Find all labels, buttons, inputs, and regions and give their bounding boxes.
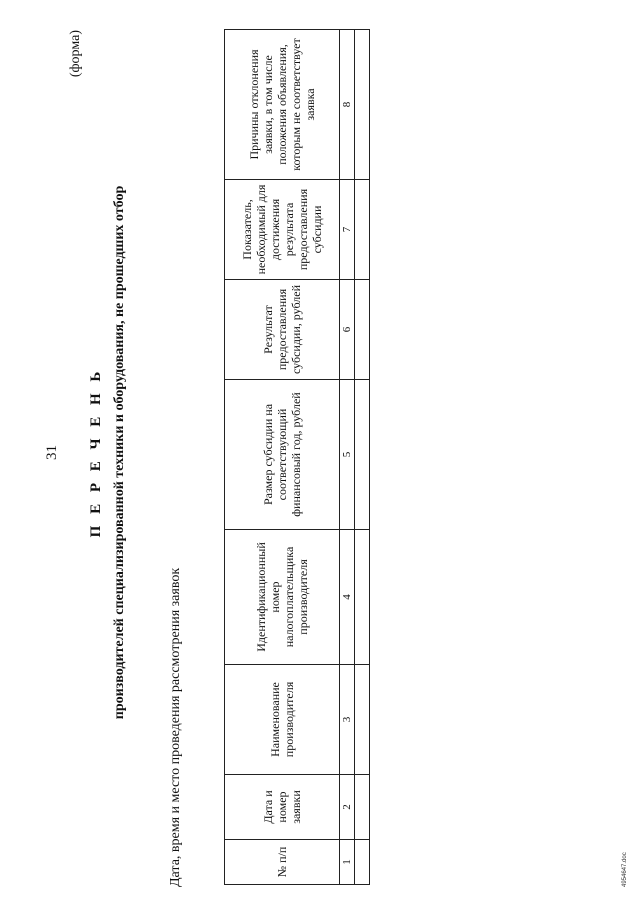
empty-cell — [355, 530, 370, 665]
header-cell-subsidy-result: Результат предоставления субсидии, рублей — [225, 280, 340, 380]
empty-cell — [355, 775, 370, 840]
empty-cell — [355, 180, 370, 280]
file-name-stamp: 4954647.doc — [622, 852, 628, 887]
column-number: 4 — [340, 530, 355, 665]
header-cell-result-indicator: Показатель, необходимый для достижения результата предоставления субсидии — [225, 180, 340, 280]
column-number-row — [340, 30, 355, 885]
column-number: 6 — [340, 280, 355, 380]
empty-cell — [355, 665, 370, 775]
empty-data-row — [355, 30, 370, 885]
empty-cell — [355, 30, 370, 180]
column-number: 3 — [340, 665, 355, 775]
header-cell-application-date: Дата и номер заявки — [225, 775, 340, 840]
header-cell-number: № п/п — [225, 840, 340, 885]
header-cell-subsidy-amount: Размер субсидии на соответствующий финансовый год, рублей — [225, 380, 340, 530]
column-number: 8 — [340, 30, 355, 180]
empty-cell — [355, 840, 370, 885]
header-cell-producer-name: Наименование производителя — [225, 665, 340, 775]
column-number: 7 — [340, 180, 355, 280]
empty-cell — [355, 280, 370, 380]
empty-cell — [355, 380, 370, 530]
table-header-row — [225, 30, 340, 885]
header-cell-taxpayer-id: Идентификационный номер налогоплательщика производителя — [225, 530, 340, 665]
rejected-producers-table — [224, 29, 370, 885]
header-cell-rejection-reasons: Причины отклонения заявки, в том числе положения объявления, которым не соответствует заявка — [225, 30, 340, 180]
page-number: 31 — [44, 445, 60, 460]
document-title: П Е Р Е Ч Е Н Ь — [88, 367, 104, 538]
document-subtitle: производителей специализированной техники и оборудования, не прошедших отбор — [112, 185, 127, 720]
column-number: 1 — [340, 840, 355, 885]
date-time-place-line: Дата, время и место проведения рассмотрения заявок — [168, 567, 183, 887]
form-label: (форма) — [68, 30, 83, 78]
column-number: 5 — [340, 380, 355, 530]
column-number: 2 — [340, 775, 355, 840]
